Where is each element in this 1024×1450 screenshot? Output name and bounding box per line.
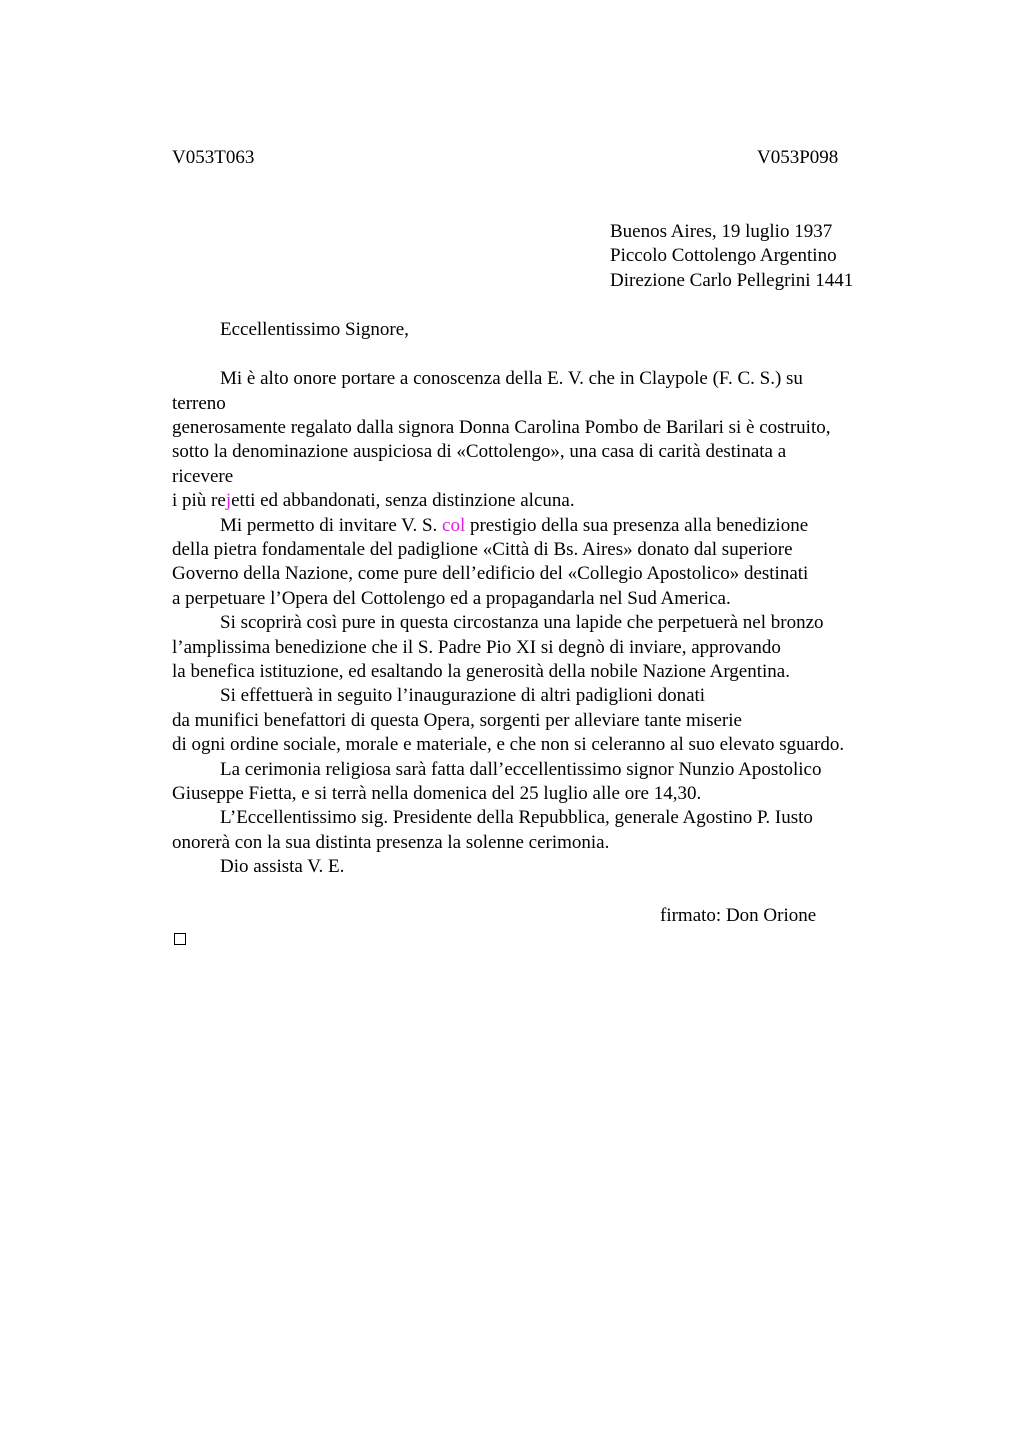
body-text: Mi permetto di invitare V. S. [220, 515, 443, 536]
body-line: ricevere [172, 466, 234, 487]
body-text: prestigio della sua presenza alla benedizione [465, 515, 809, 536]
body-line: onorerà con la sua distinta presenza la solenne cerimonia. [172, 832, 610, 853]
body-line [220, 514, 808, 538]
body-line: sotto la denominazione auspiciosa di «Cottolengo», una casa di carità destinata a [172, 441, 787, 462]
body-line: Governo della Nazione, come pure dell’edificio del «Collegio Apostolico» destinati [172, 563, 809, 584]
place-date: Buenos Aires, 19 luglio 1937 [610, 221, 833, 242]
highlighted-text: col [442, 515, 466, 536]
body-line: terreno [172, 393, 226, 414]
body-line: la benefica istituzione, ed esaltando la generosità della nobile Nazione Argentina. [172, 661, 790, 682]
body-line: a perpetuare l’Opera del Cottolengo ed a propagandarla nel Sud America. [172, 588, 731, 609]
body-line: da munifici benefattori di questa Opera, sorgenti per alleviare tante miserie [172, 710, 742, 731]
body-line: della pietra fondamentale del padiglione «Città di Bs. Aires» donato dal superiore [172, 539, 793, 560]
body-line: di ogni ordine sociale, morale e materiale, e che non si celeranno al suo elevato sguardo. [172, 734, 845, 755]
body-line: La cerimonia religiosa sarà fatta dall’eccellentissimo signor Nunzio Apostolico [220, 759, 822, 780]
body-line: Si effettuerà in seguito l’inaugurazione di altri padiglioni donati [220, 685, 706, 706]
body-line: Dio assista V. E. [220, 856, 345, 877]
body-line: Giuseppe Fietta, e si terrà nella domenica del 25 luglio alle ore 14,30. [172, 783, 702, 804]
body-text: etti ed abbandonati, senza distinzione alcuna. [231, 490, 575, 511]
body-line [172, 489, 575, 513]
body-line: l’amplissima benedizione che il S. Padre Pio XI si degnò di inviare, approvando [172, 637, 781, 658]
checkbox-icon [174, 933, 186, 945]
signature: firmato: Don Orione [660, 905, 817, 926]
salutation: Eccellentissimo Signore, [220, 319, 409, 340]
body-text: i più re [172, 490, 226, 511]
archive-code-left: V053T063 [172, 147, 255, 168]
highlighted-text: j [225, 490, 232, 511]
body-line: generosamente regalato dalla signora Donna Carolina Pombo de Barilari si è costruito, [172, 417, 831, 438]
institution-address: Direzione Carlo Pellegrini 1441 [610, 270, 854, 291]
body-line: Si scoprirà così pure in questa circostanza una lapide che perpetuerà nel bronzo [220, 612, 824, 633]
body-line: Mi è alto onore portare a conoscenza della E. V. che in Claypole (F. C. S.) su [220, 368, 803, 389]
institution-name: Piccolo Cottolengo Argentino [610, 245, 837, 266]
archive-code-right: V053P098 [757, 147, 839, 168]
body-line: L’Eccellentissimo sig. Presidente della Repubblica, generale Agostino P. Iusto [220, 807, 813, 828]
